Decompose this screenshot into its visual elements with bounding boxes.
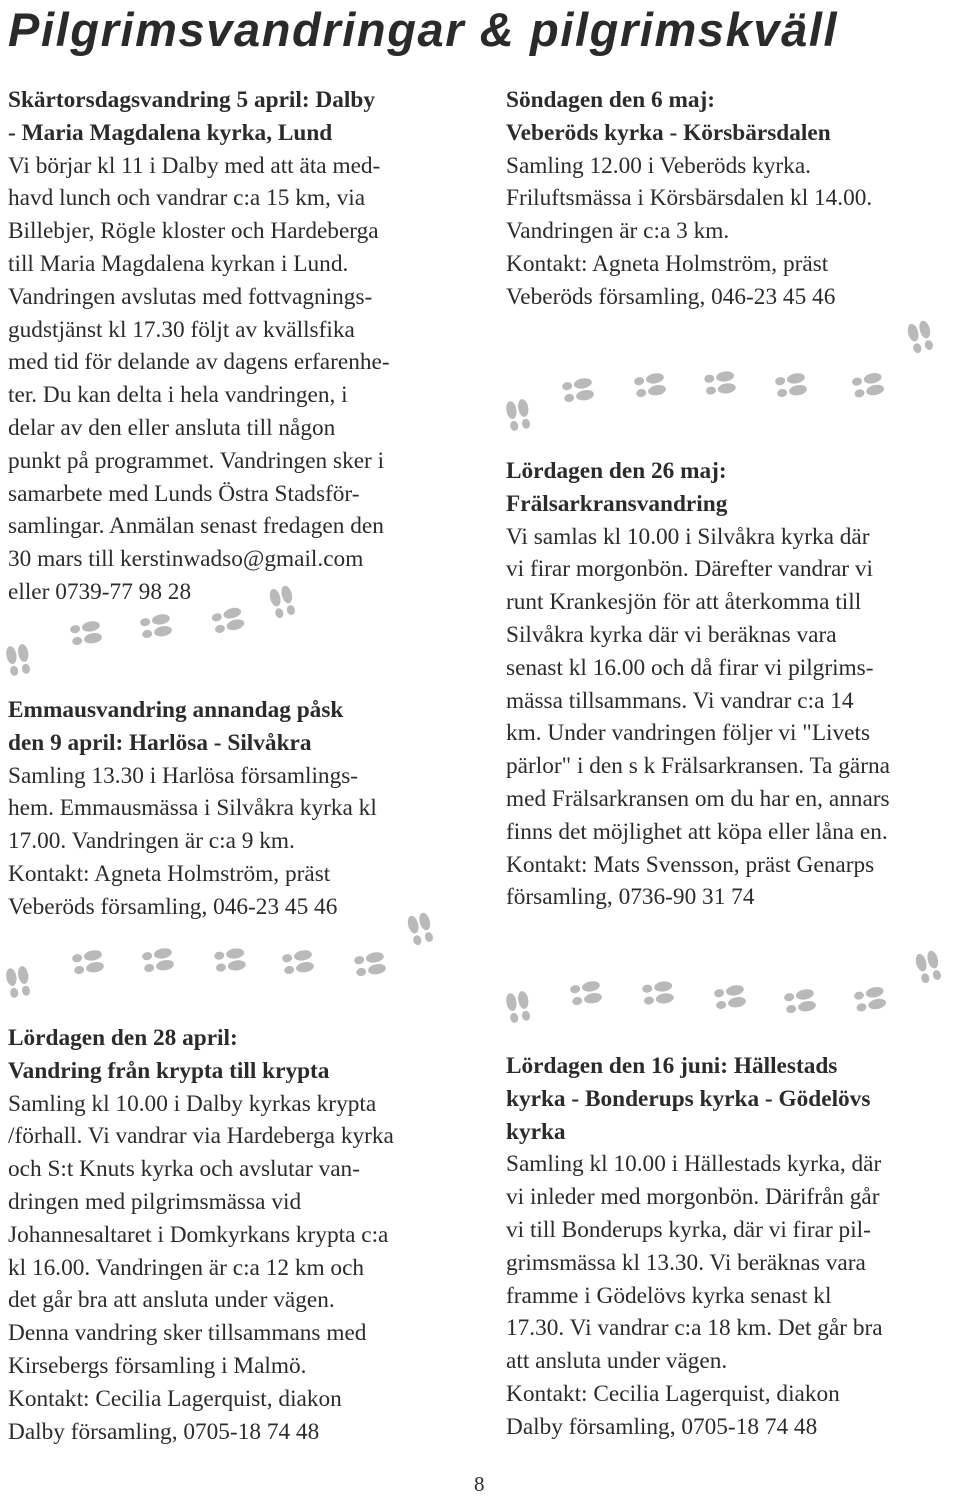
- footprint-icon: [715, 996, 746, 1011]
- footprint-icon: [505, 400, 520, 431]
- section-line: 17.30. Vi vandrar c:a 18 km. Det går bra: [506, 1315, 883, 1342]
- section-line: pärlor" i den s k Frälsarkransen. Ta gärna: [506, 753, 890, 780]
- section-emmaus: [8, 694, 377, 924]
- footprint-icon: [704, 370, 735, 384]
- footprint-icon: [283, 961, 314, 976]
- section-heading: Vandring från krypta till krypta: [8, 1057, 330, 1084]
- footprints-trail-1: [0, 578, 310, 690]
- section-skartorsdag: [8, 84, 390, 609]
- section-line: Vi samlas kl 10.00 i Silvåkra kyrka där: [506, 523, 870, 550]
- section-line: samarbete med Lunds Östra Stadsför-: [8, 480, 360, 507]
- footprint-icon: [71, 949, 102, 964]
- section-line: Denna vandring sker tillsammans med: [8, 1320, 367, 1347]
- section-line: vi till Bonderups kyrka, där vi firar pil-: [506, 1216, 871, 1243]
- footprint-icon: [856, 997, 887, 1013]
- section-line: gudstjänst kl 17.30 följt av kvällsfika: [8, 316, 355, 343]
- footprint-icon: [705, 382, 736, 396]
- section-line: mässa tillsammans. Vi vandrar c:a 14: [506, 687, 854, 714]
- section-heading: Lördagen den 26 maj:: [506, 458, 727, 484]
- section-line: till Maria Magdalena kyrkan i Lund.: [8, 250, 349, 277]
- section-line: km. Under vandringen följer vi "Livets: [506, 720, 871, 747]
- section-line: /förhall. Vi vandrar via Hardeberga kyrka: [8, 1123, 394, 1150]
- section-heading: kyrka - Bonderups kyrka - Gödelövs: [506, 1085, 871, 1112]
- footprint-icon: [783, 988, 814, 1003]
- footprint-icon: [139, 613, 170, 628]
- footprint-icon: [633, 372, 664, 387]
- section-line: senast kl 16.00 och då firar vi pilgrims-: [506, 654, 874, 681]
- footprint-icon: [569, 980, 600, 995]
- footprint-icon: [854, 383, 885, 399]
- footprint-icon: [785, 1000, 816, 1015]
- section-fralsarkrans: [506, 455, 890, 914]
- section-line: dringen med pilgrimsmässa vid: [8, 1188, 302, 1215]
- footprint-icon: [73, 961, 104, 976]
- page-title: Pilgrimsvandringar & pilgrimskväll: [8, 3, 839, 56]
- section-heading: - Maria Magdalena kyrka, Lund: [8, 119, 333, 146]
- section-line: havd lunch och vandrar c:a 15 km, via: [8, 185, 366, 212]
- section-line: samlingar. Anmälan senast fredagen den: [8, 513, 384, 540]
- section-heading: Skärtorsdagsvandring 5 april: Dalby: [8, 87, 375, 113]
- footprint-icon: [642, 980, 673, 994]
- section-line: Samling 13.30 i Harlösa församlings-: [8, 762, 359, 789]
- section-line: Vandringen är c:a 3 km.: [506, 218, 730, 245]
- footprint-icon: [143, 959, 174, 974]
- section-line: Vi börjar kl 11 i Dalby med att äta med-: [8, 152, 381, 179]
- section-line: hem. Emmausmässa i Silvåkra kyrka kl: [8, 795, 377, 822]
- footprints-trail-4: [500, 935, 955, 1040]
- section-krypta: [8, 1022, 394, 1448]
- section-line: Vandringen avslutas med fottvagnings-: [8, 283, 373, 310]
- section-line: att ansluta under vägen.: [506, 1348, 728, 1375]
- footprint-icon: [517, 398, 532, 429]
- section-line: Samling kl 10.00 i Dalby kyrkas krypta: [8, 1090, 377, 1117]
- footprint-icon: [643, 992, 674, 1006]
- footprint-icon: [214, 947, 245, 961]
- footprint-icon: [355, 963, 386, 978]
- section-line: Kirsebergs församling i Malmö.: [8, 1352, 307, 1379]
- section-line: ter. Du kan delta i hela vandringen, i: [8, 382, 348, 409]
- section-line: Dalby församling, 0705-18 74 48: [8, 1418, 320, 1445]
- footprint-icon: [713, 984, 744, 999]
- section-line: Kontakt: Mats Svensson, präst Genarps: [506, 851, 875, 878]
- footprint-icon: [17, 965, 32, 996]
- section-line: vi firar morgonbön. Därefter vandrar vi: [506, 556, 874, 583]
- footprint-icon: [141, 947, 172, 962]
- footprint-icon: [215, 959, 246, 973]
- section-line: delar av den eller ansluta till någon: [8, 414, 336, 441]
- section-heading: den 9 april: Harlösa - Silvåkra: [8, 729, 312, 756]
- section-line: Samling kl 10.00 i Hällestads kyrka, där: [506, 1151, 882, 1178]
- footprint-icon: [281, 949, 312, 964]
- section-line: det går bra att ansluta under vägen.: [8, 1287, 335, 1314]
- section-line: Kontakt: Agneta Holmström, präst: [506, 250, 829, 277]
- footprint-icon: [17, 643, 32, 674]
- section-line: grimsmässa kl 13.30. Vi beräknas vara: [506, 1249, 866, 1276]
- section-line: Samling 12.00 i Veberöds kyrka.: [506, 152, 811, 179]
- section-heading: Frälsarkransvandring: [506, 490, 728, 517]
- section-line: Friluftsmässa i Körsbärsdalen kl 14.00.: [506, 185, 873, 212]
- footprint-icon: [774, 372, 805, 387]
- footprint-icon: [5, 967, 20, 998]
- footprint-icon: [505, 992, 520, 1023]
- section-line: 17.00. Vandringen är c:a 9 km.: [8, 828, 295, 855]
- section-heading: Söndagen den 6 maj:: [506, 87, 716, 113]
- section-line: och S:t Knuts kyrka och avslutar van-: [8, 1156, 360, 1183]
- section-line: Billebjer, Rögle kloster och Hardeberga: [8, 218, 379, 245]
- section-line: kl 16.00. Vandringen är c:a 12 km och: [8, 1254, 365, 1281]
- section-line: punkt på programmet. Vandringen sker i: [8, 447, 385, 474]
- footprints-trail-2: [500, 305, 955, 450]
- section-heading: Lördagen den 16 juni: Hällestads: [506, 1053, 838, 1079]
- section-line: 30 mars till kerstinwadso@gmail.com: [8, 546, 364, 573]
- footprint-icon: [635, 384, 666, 399]
- section-line: vi inleder med morgonbön. Därifrån går: [506, 1184, 880, 1211]
- section-line: Dalby församling, 0705-18 74 48: [506, 1413, 818, 1440]
- footprint-icon: [71, 632, 102, 647]
- section-hallestad: [506, 1050, 883, 1444]
- footprint-icon: [517, 990, 532, 1021]
- footprint-icon: [776, 384, 807, 399]
- footprint-icon: [5, 645, 20, 676]
- footprints-trail-3: [0, 892, 460, 1012]
- section-line: Silvåkra kyrka där vi beräknas vara: [506, 621, 837, 648]
- section-heading: Emmausvandring annandag påsk: [8, 697, 344, 723]
- section-line: Veberöds församling, 046-23 45 46: [506, 283, 836, 310]
- footprint-icon: [563, 389, 594, 404]
- section-line: med Frälsarkransen om du har en, annars: [506, 785, 890, 812]
- section-line: församling, 0736-90 31 74: [506, 884, 755, 911]
- section-line: Kontakt: Cecilia Lagerquist, diakon: [506, 1380, 840, 1407]
- section-line: Veberöds församling, 046-23 45 46: [8, 893, 338, 920]
- section-heading: Lördagen den 28 april:: [8, 1025, 238, 1051]
- section-line: Johannesaltaret i Domkyrkans krypta c:a: [8, 1221, 389, 1248]
- section-line: Kontakt: Agneta Holmström, präst: [8, 860, 331, 887]
- page-number: 8: [474, 1472, 485, 1496]
- section-heading: kyrka: [506, 1118, 566, 1145]
- section-line: Kontakt: Cecilia Lagerquist, diakon: [8, 1385, 342, 1412]
- footprint-icon: [353, 951, 384, 966]
- section-line: runt Krankesjön för att återkomma till: [506, 589, 862, 616]
- section-line: framme i Gödelövs kyrka senast kl: [506, 1282, 832, 1309]
- section-line: eller 0739-77 98 28: [8, 578, 192, 605]
- footprint-icon: [141, 625, 172, 640]
- footprint-icon: [571, 992, 602, 1007]
- footprint-icon: [561, 377, 592, 392]
- section-line: med tid för delande av dagens erfarenhe-: [8, 349, 390, 376]
- footprint-icon: [69, 620, 100, 635]
- section-line: finns det möjlighet att köpa eller låna en.: [506, 818, 888, 845]
- section-veberod: [506, 84, 872, 314]
- section-heading: Veberöds kyrka - Körsbärsdalen: [506, 119, 831, 146]
